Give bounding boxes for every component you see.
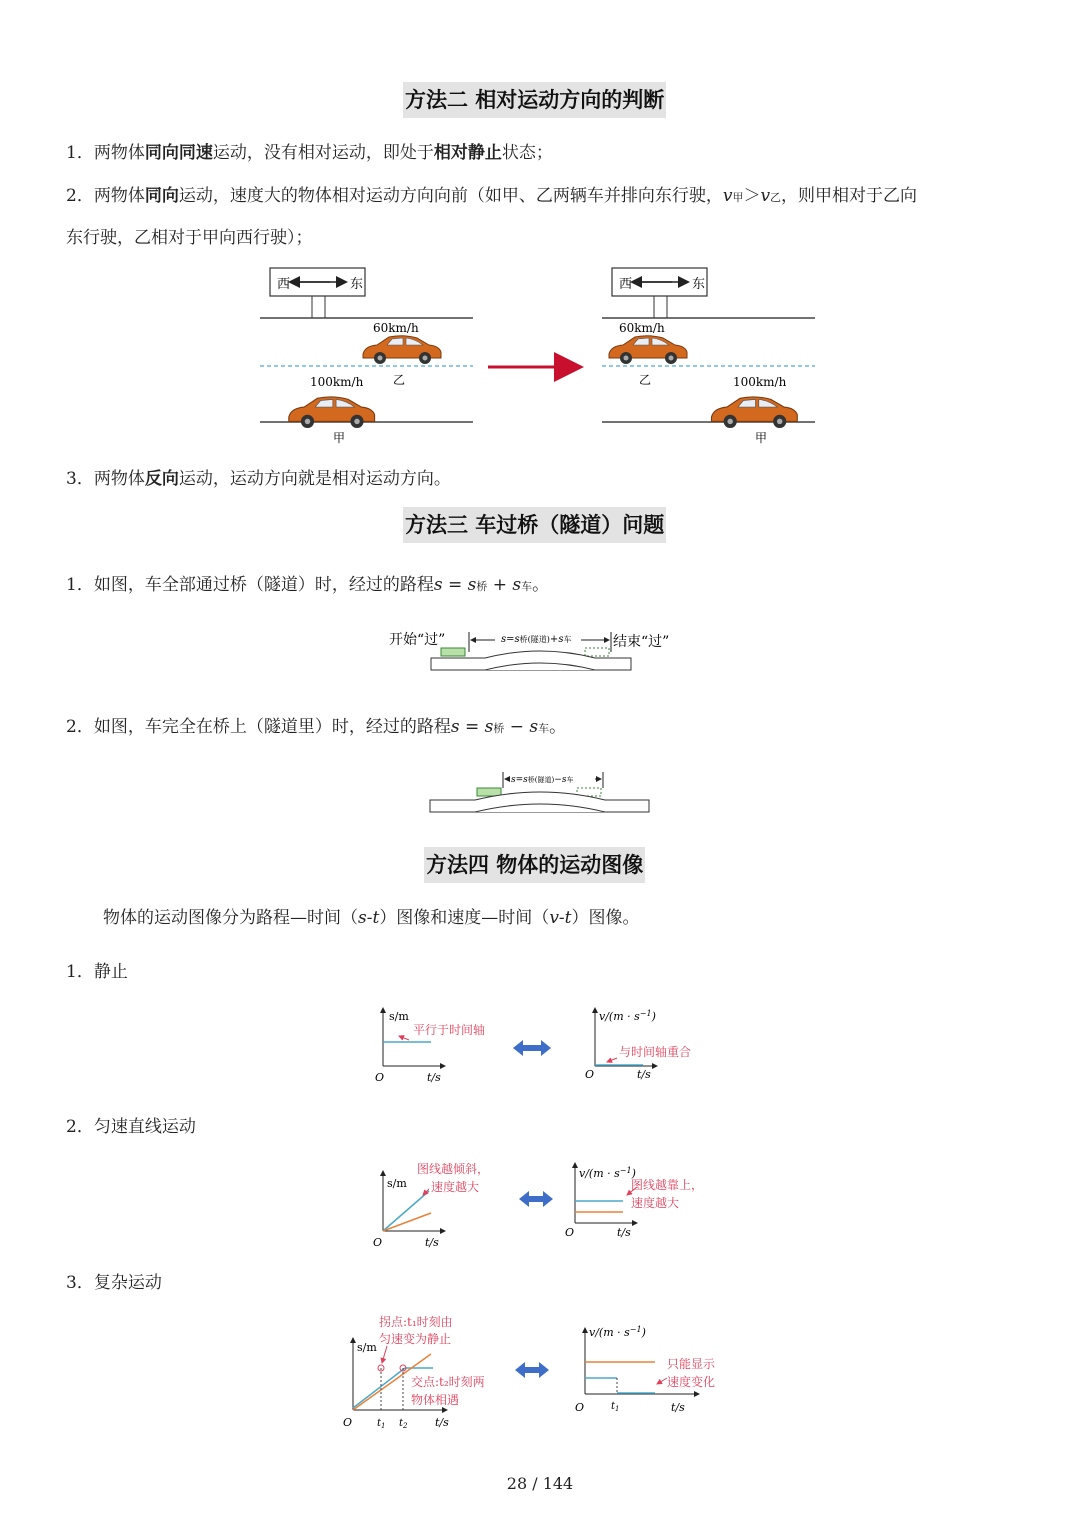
paragraph-bridge-full: 1．如图，车全部通过桥（隧道）时，经过的路程s = s桥 + s车。 [66, 575, 550, 595]
complex-graphs [335, 1310, 755, 1435]
uniform-graphs [365, 1155, 735, 1255]
section-title-relative-motion: 方法二 相对运动方向的判断 [403, 82, 666, 118]
svg-text:甲: 甲 [755, 431, 768, 445]
relative-motion-figure [255, 260, 825, 450]
paragraph-same-direction-cont: 东行驶，乙相对于甲向西行驶）； [66, 228, 313, 248]
east-label: 东 [350, 277, 364, 292]
static-vt-graph [585, 1009, 691, 1081]
svg-text:拐点:t₁时刻由: 拐点:t₁时刻由 [379, 1315, 453, 1329]
svg-text:O: O [375, 1071, 385, 1084]
svg-text:t2: $t_2$ [399, 1418, 408, 1430]
paragraph-complex: 3．复杂运动 [66, 1273, 162, 1293]
svg-text:图线越倾斜，: 图线越倾斜， [417, 1162, 490, 1176]
paragraph-bridge-inside: 2．如图，车完全在桥上（隧道里）时，经过的路程s = s桥 − s车。 [66, 717, 567, 737]
svg-text:O: O [373, 1236, 383, 1249]
paragraph-opposite-direction: 3．两物体反向运动，运动方向就是相对运动方向。 [66, 469, 451, 489]
svg-text:s/m: s/m [357, 1341, 377, 1354]
complex-vt-graph [575, 1325, 716, 1414]
svg-text:t/s: t/s [435, 1416, 449, 1429]
svg-text:t/s: t/s [427, 1071, 441, 1084]
speed-fast-label: 100km/h [310, 375, 364, 389]
formula-label-2: s=s桥(隧道)−s车 [511, 775, 574, 785]
bridge-full-figure [385, 622, 695, 678]
complex-st-graph [343, 1314, 485, 1430]
car-a [289, 397, 375, 428]
start-label: 开始“过” [389, 632, 446, 648]
svg-text:t/s: t/s [671, 1401, 685, 1414]
svg-text:乙: 乙 [639, 373, 652, 387]
uniform-double-arrow [519, 1191, 553, 1207]
car-a-label: 甲 [333, 431, 346, 445]
svg-text:t/s: t/s [617, 1226, 631, 1239]
svg-text:O: O [585, 1068, 595, 1081]
svg-text:O: O [343, 1416, 353, 1429]
svg-text:100km/h: 100km/h [733, 375, 787, 389]
svg-text:t1: $t_1$ [611, 1401, 620, 1413]
car-b-label: 乙 [393, 373, 406, 387]
paragraph-same-speed: 1．两物体同向同速运动，没有相对运动，即处于相对静止状态； [66, 143, 553, 163]
svg-text:平行于时间轴: 平行于时间轴 [413, 1023, 486, 1037]
uniform-vt-graph [565, 1165, 703, 1239]
svg-text:O: O [575, 1401, 585, 1414]
svg-text:t/s: t/s [637, 1068, 651, 1081]
after-panel [602, 268, 815, 445]
uniform-st-graph [373, 1161, 489, 1249]
svg-text:西: 西 [619, 277, 633, 292]
static-st-graph [375, 1010, 485, 1084]
static-double-arrow [513, 1040, 551, 1056]
west-label: 西 [277, 277, 291, 292]
bridge-inside-figure [425, 768, 655, 818]
page-number: 28 / 144 [506, 1474, 574, 1493]
svg-text:t/s: t/s [425, 1236, 439, 1249]
svg-text:v/(m · s−1): $v/(m \cdot s^{-1})$ [599, 1009, 656, 1023]
complex-double-arrow [515, 1362, 549, 1378]
svg-text:速度变化: 速度变化 [667, 1375, 716, 1389]
static-graphs [365, 1000, 725, 1090]
svg-text:与时间轴重合: 与时间轴重合 [619, 1045, 692, 1059]
svg-text:s/m: s/m [387, 1177, 407, 1190]
svg-text:v/(m · s−1): $v/(m \cdot s^{-1})$ [579, 1166, 636, 1180]
paragraph-uniform: 2．匀速直线运动 [66, 1117, 196, 1137]
svg-text:匀速变为静止: 匀速变为静止 [379, 1332, 452, 1346]
svg-text:速度越大: 速度越大 [431, 1180, 480, 1194]
end-label: 结束“过” [613, 634, 670, 650]
car-b [363, 336, 441, 364]
before-panel [260, 268, 473, 445]
paragraph-static: 1．静止 [66, 962, 128, 982]
section-title-motion-graphs: 方法四 物体的运动图像 [424, 847, 645, 883]
svg-text:物体相遇: 物体相遇 [411, 1393, 460, 1407]
svg-text:交点:t₂时刻两: 交点:t₂时刻两 [411, 1375, 485, 1389]
svg-text:v/(m · s−1): $v/(m \cdot s^{-1})$ [589, 1325, 646, 1339]
paragraph-graphs-intro: 物体的运动图像分为路程—时间（s-t）图像和速度—时间（v-t）图像。 [103, 908, 640, 928]
svg-text:O: O [565, 1226, 575, 1239]
svg-text:东: 东 [692, 277, 706, 292]
speed-slow-label: 60km/h [373, 321, 419, 335]
svg-text:速度越大: 速度越大 [631, 1196, 680, 1210]
section-title-bridge: 方法三 车过桥（隧道）问题 [403, 507, 666, 543]
svg-text:t1: $t_1$ [377, 1418, 386, 1430]
svg-text:s/m: s/m [389, 1010, 409, 1023]
formula-label: s=s桥(隧道)+s车 [501, 634, 572, 645]
paragraph-same-direction: 2．两物体同向运动，速度大的物体相对运动方向向前（如甲、乙两辆车并排向东行驶，v甲＞v乙，则甲相对于乙向 [66, 186, 918, 206]
svg-text:只能显示: 只能显示 [667, 1357, 716, 1371]
svg-text:图线越靠上，: 图线越靠上， [631, 1178, 704, 1192]
svg-text:60km/h: 60km/h [619, 321, 665, 335]
